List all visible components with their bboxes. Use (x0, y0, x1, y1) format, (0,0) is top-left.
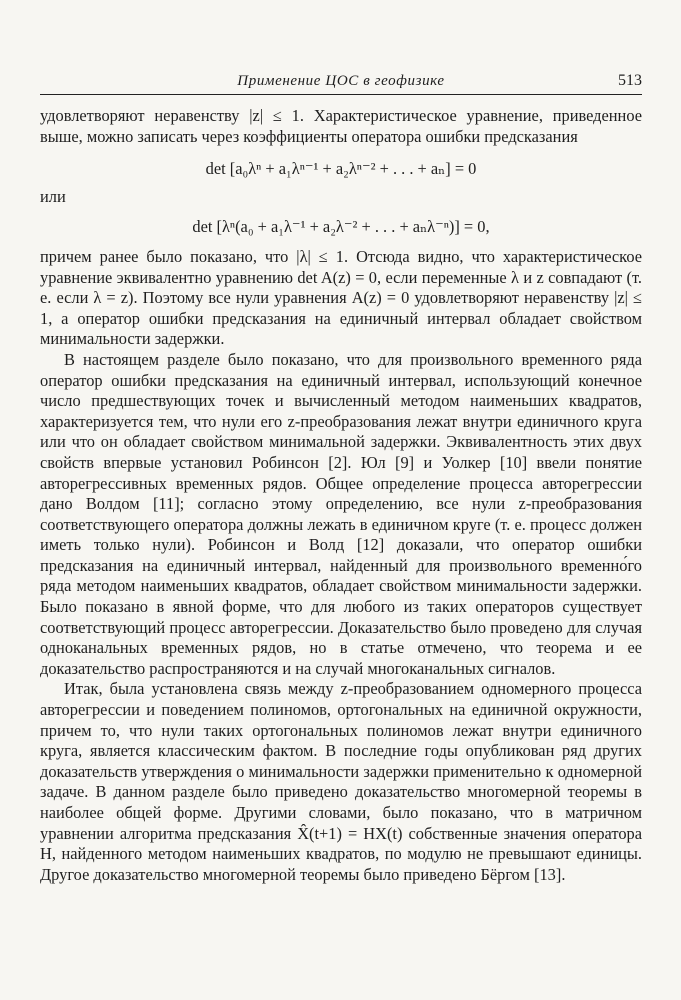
paragraph-2: причем ранее было показано, что |λ| ≤ 1. Отсюда видно, что характеристическое уравнение эквивалентно уравнению det A(z) = 0, если переменные λ и z совпадают (т. е. если λ = z). Поэтому все нули уравнения A(z) = 0 удовлетворяют неравенству |z| ≤ 1, а оператор ошибки предсказания на единичный интервал обладает свойством минимальности задержки. (40, 246, 642, 349)
page-header (40, 68, 642, 95)
formula-characteristic-equation: det [a₀λⁿ + a₁λⁿ⁻¹ + a₂λⁿ⁻² + . . . + aₙ] = 0 (205, 159, 477, 179)
running-title: Применение ЦОС в геофизике (237, 73, 445, 89)
body-text (40, 106, 642, 885)
connector-word: или (40, 186, 66, 206)
paragraph-4: Итак, была установлена связь между z-преобразованием одномерного процесса авторегрессии и поведением полиномов, ортогональных на единичной окружности, причем то, что нули таких ортогональных полиномов лежат внутри единичного круга, является классическим фактом. В последние годы опубликован ряд других доказательств утверждения о минимальности задержки применительно к одномерной задаче. В данном разделе было приведено доказательство многомерной теоремы в наиболее общей форме. Другими словами, было показано, что в матричном уравнении алгоритма предсказания X̂(t+1) = HX(t) собственные значения оператора H, найденного методом наименьших квадратов, по модулю не превышают единицы. Другое доказательство многомерной теоремы было приведено Бёргом [13]. (40, 679, 642, 884)
page-number: 513 (618, 72, 642, 89)
formula-characteristic-equation-alt: det [λⁿ(a₀ + a₁λ⁻¹ + a₂λ⁻² + . . . + aₙλ⁻ⁿ)] = 0, (192, 217, 490, 237)
paragraph-1: удовлетворяют неравенству |z| ≤ 1. Характеристическое уравнение, приведенное выше, можно записать через коэффициенты оператора ошибки предсказания (40, 106, 642, 146)
paragraph-3: В настоящем разделе было показано, что для произвольного временного ряда оператор ошибки предсказания на единичный интервал, использующий конечное число предшествующих точек и вычисленный методом наименьших квадратов, характеризуется тем, что нули его z-преобразования лежат внутри единичного круга или что он обладает свойством минимальной задержки. Эквивалентность этих двух свойств впервые установил Робинсон [2]. Юл [9] и Уолкер [10] ввели понятие авторегрессивных временных рядов. Общее определение процесса авторегрессии дано Волдом [11]; согласно этому определению, все нули z-преобразования соответствующего оператора должны лежать в единичном круге (т. е. процесс должен иметь только нули). Робинсон и Волд [12] доказали, что оператор ошибки предсказания на единичный интервал, найденный для произвольного временно́го ряда методом наименьших квадратов, обладает свойством минимальности задержки. Было показано в явной форме, что для любого из таких операторов существует соответствующий процесс авторегрессии. Доказательство было проведено для случая одноканальных временных рядов, но в статье отмечено, что теорема и ее доказательство распространяются и на случай многоканальных сигналов. (40, 349, 642, 678)
